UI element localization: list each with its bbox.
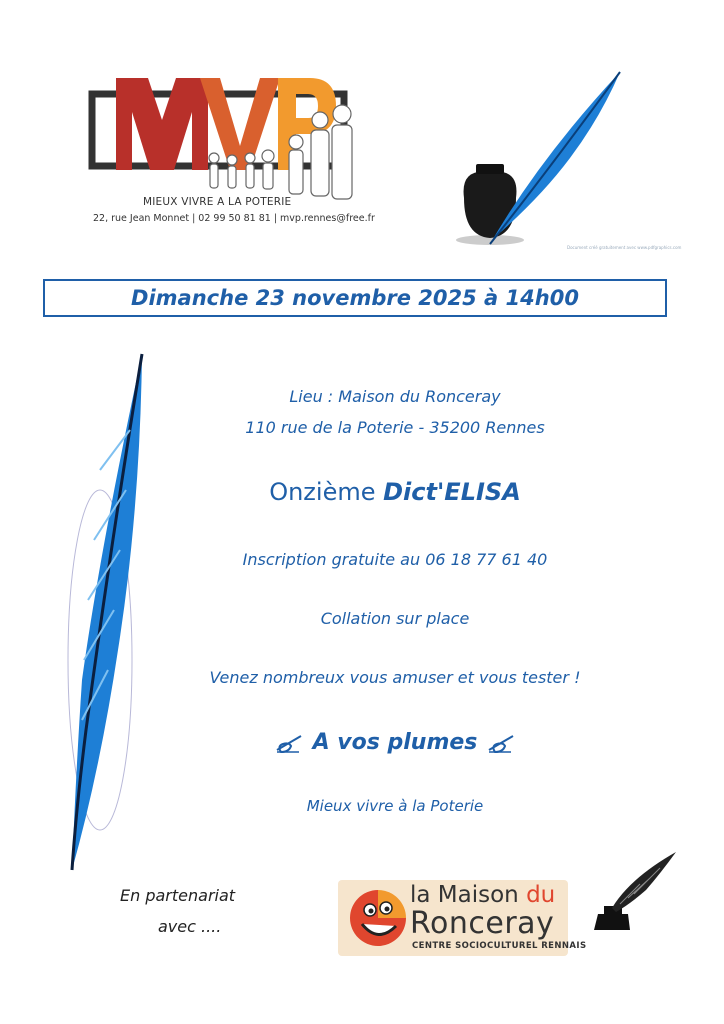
title-prefix: Onzième — [269, 478, 384, 506]
registration-info: Inscription gratuite au 06 18 77 61 40 — [242, 550, 548, 569]
logo-organization-name: MIEUX VIVRE A LA POTERIE — [143, 196, 292, 208]
motto-text: A vos plumes — [312, 730, 478, 755]
venue-address: 110 rue de la Poterie - 35200 Rennes — [245, 418, 545, 437]
logo-contact-line: 22, rue Jean Monnet | 02 99 50 81 81 | mvp.rennes@free.fr — [93, 213, 375, 224]
ronceray-word-la: la — [410, 882, 438, 908]
organizer-signature: Mieux vivre à la Poterie — [306, 797, 484, 815]
writing-hand-icon — [487, 732, 515, 754]
writing-hand-icon — [275, 732, 303, 754]
ronceray-word-du: du — [518, 882, 556, 908]
credit-text: Document créé gratuitement avec www.pdfgraphics.com — [567, 245, 682, 250]
maison-ronceray-logo — [338, 880, 587, 956]
event-title — [135, 478, 655, 506]
partner-label-line2: avec .... — [158, 917, 222, 936]
ronceray-line1 — [410, 882, 555, 908]
motto-line — [135, 730, 655, 755]
collation-info: Collation sur place — [320, 609, 470, 628]
quill-ink-icon — [450, 68, 630, 248]
ronceray-line3: CENTRE SOCIOCULTUREL RENNAIS — [412, 941, 587, 951]
ink-bottle-icon — [590, 848, 680, 932]
partner-label-line1: En partenariat — [120, 886, 236, 905]
ronceray-word-maison: Maison — [437, 882, 519, 908]
smiley-face-icon — [346, 886, 410, 950]
invitation-text: Venez nombreux vous amuser et vous tester ! — [209, 668, 581, 687]
date-banner — [43, 279, 667, 317]
ronceray-line2: Ronceray — [410, 906, 555, 941]
title-name: Dict'ELISA — [383, 478, 521, 506]
venue-name: Lieu : Maison du Ronceray — [289, 387, 501, 406]
event-date: Dimanche 23 novembre 2025 à 14h00 — [131, 286, 579, 310]
